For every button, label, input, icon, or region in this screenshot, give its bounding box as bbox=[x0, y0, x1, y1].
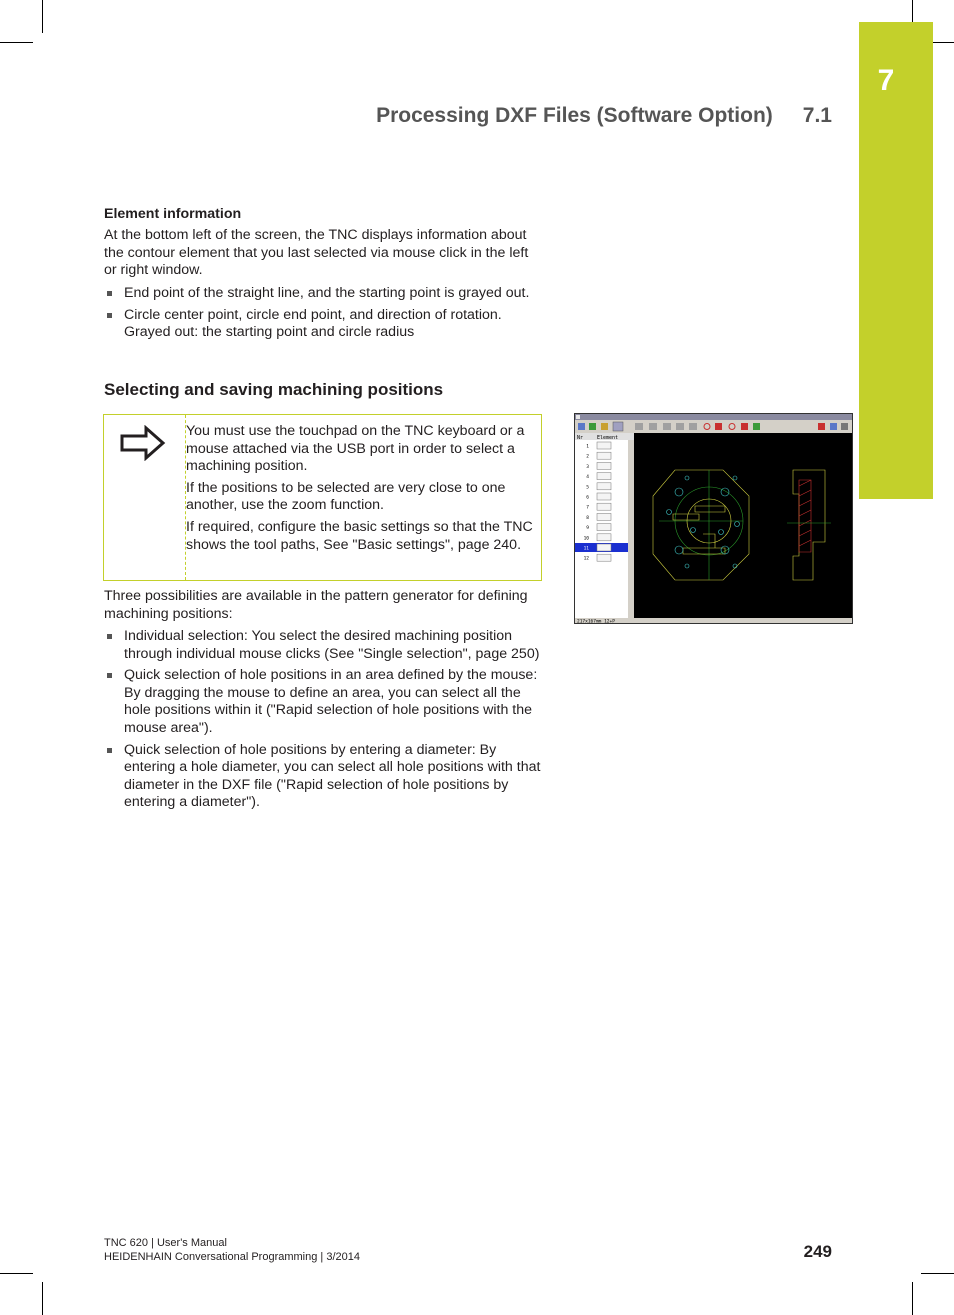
page-number: 249 bbox=[803, 1242, 832, 1261]
crop-mark bbox=[0, 1273, 33, 1274]
header-section: 7.1 bbox=[802, 104, 832, 127]
selecting-intro: Three possibilities are available in the pattern generator for defining machining positions: bbox=[104, 588, 528, 622]
list-row-number: 5 bbox=[586, 485, 589, 491]
element-info-intro: At the bottom left of the screen, the TNC displays information about the contour element that you last selected via mouse click in the left or right window. bbox=[104, 227, 529, 279]
selecting-list bbox=[104, 628, 544, 816]
header-title: Processing DXF Files (Software Option) bbox=[376, 104, 773, 127]
list-row-number: 12 bbox=[583, 556, 589, 562]
element-info-heading: Element information bbox=[104, 206, 242, 222]
list-row-number: 1 bbox=[586, 444, 589, 450]
note-paragraph: If the positions to be selected are very close to one another, use the zoom function. bbox=[186, 479, 506, 514]
list-header-nr: Nr bbox=[577, 435, 584, 441]
crop-mark bbox=[921, 1273, 954, 1274]
dxf-converter-screenshot bbox=[574, 413, 853, 624]
list-row-element bbox=[597, 544, 611, 551]
list-row-element bbox=[597, 483, 611, 490]
list-row-element bbox=[597, 513, 611, 520]
list-header-element: Element bbox=[597, 435, 619, 441]
list-row-number: 8 bbox=[586, 515, 589, 521]
list-row-element bbox=[597, 534, 611, 541]
list-item: Quick selection of hole positions by entering a diameter: By entering a hole diameter, you can select all hole positions with that diameter in the DXF file ("Rapid selection of hole positions by entering a diameter"). bbox=[104, 742, 544, 812]
running-header bbox=[376, 104, 832, 128]
section-heading: Selecting and saving machining positions bbox=[104, 380, 444, 399]
list-row-element bbox=[597, 462, 611, 469]
note-box bbox=[103, 414, 542, 581]
note-paragraph: You must use the touchpad on the TNC keyboard or a mouse attached via the USB port in order to select a machining position. bbox=[186, 423, 525, 475]
element-info-list bbox=[104, 285, 544, 346]
note-text bbox=[186, 423, 538, 558]
chapter-number: 7 bbox=[877, 64, 895, 97]
list-item: Individual selection: You select the desired machining position through individual mouse clicks (See "Single selection", page 250) bbox=[104, 628, 544, 663]
footer-line: TNC 620 | User's Manual bbox=[104, 1237, 227, 1249]
screenshot-drawing bbox=[575, 414, 852, 623]
list-item: Circle center point, circle end point, and direction of rotation. Grayed out: the starting point and circle radius bbox=[104, 307, 544, 342]
list-row-number: 6 bbox=[586, 495, 589, 501]
list-row-number: 2 bbox=[586, 454, 589, 460]
list-row-element bbox=[597, 473, 611, 480]
list-row-number: 11 bbox=[583, 546, 589, 552]
chapter-tab bbox=[859, 22, 933, 499]
crop-mark bbox=[912, 1282, 913, 1315]
list-row-element bbox=[597, 452, 611, 459]
footer bbox=[104, 1236, 360, 1264]
list-row-element bbox=[597, 524, 611, 531]
crop-mark bbox=[912, 0, 913, 22]
list-row-number: 9 bbox=[586, 526, 589, 532]
crop-mark bbox=[0, 42, 33, 43]
list-item: End point of the straight line, and the starting point is grayed out. bbox=[104, 285, 544, 303]
list-row-element bbox=[597, 493, 611, 500]
list-row-number: 10 bbox=[583, 536, 589, 542]
list-row-number: 4 bbox=[586, 475, 589, 481]
list-row-element bbox=[597, 442, 611, 449]
list-item: Quick selection of hole positions in an area defined by the mouse: By dragging the mouse to define an area, you can select all the hole positions within it ("Rapid selection of hole positions with the mouse area"). bbox=[104, 667, 544, 737]
note-paragraph: If required, configure the basic settings so that the TNC shows the tool paths, See "Basic settings", page 240. bbox=[186, 518, 533, 553]
list-row-number: 7 bbox=[586, 505, 589, 511]
list-row-number: 3 bbox=[586, 464, 589, 470]
list-row-element bbox=[597, 503, 611, 510]
arrow-right-icon bbox=[120, 425, 166, 461]
list-row-element bbox=[597, 554, 611, 561]
crop-mark bbox=[42, 1282, 43, 1315]
footer-line: HEIDENHAIN Conversational Programming | 3/2014 bbox=[104, 1251, 360, 1263]
crop-mark bbox=[42, 0, 43, 33]
status-bar-text: 217x167mm 12+P bbox=[577, 619, 615, 623]
